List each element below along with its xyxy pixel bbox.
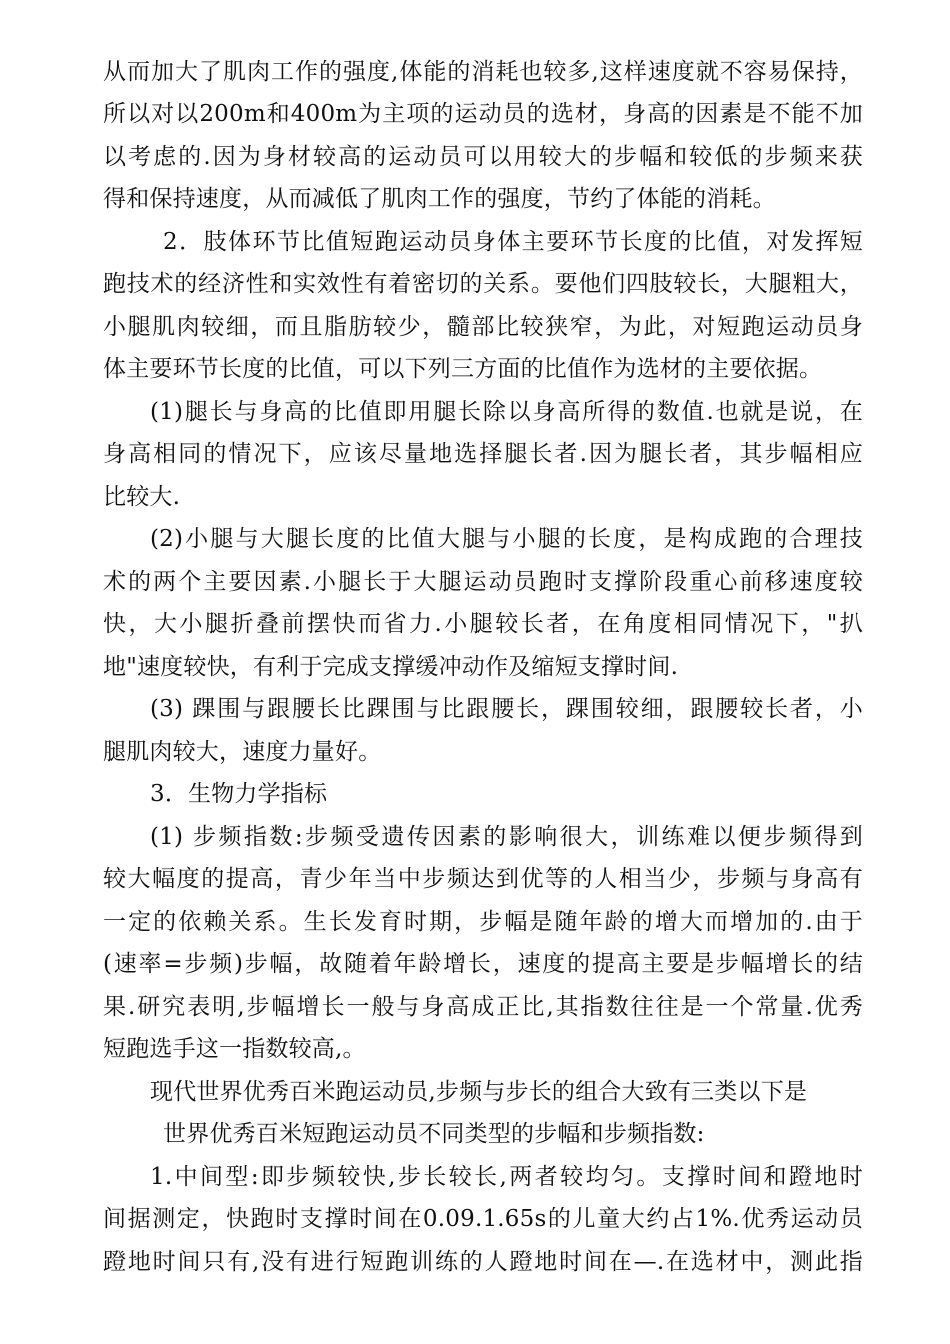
section-heading: 3．生物力学指标 bbox=[150, 781, 328, 807]
text-line: (2)小腿与大腿长度的比值大腿与小腿的长度，是构成跑的合理技 bbox=[150, 526, 863, 552]
text-line: 体主要环节长度的比值，可以下列三方面的比值作为选材的主要依据。 bbox=[103, 356, 823, 382]
text-line: 从而加大了肌肉工作的强度,体能的消耗也较多,这样速度就不容易保持， bbox=[103, 59, 863, 85]
text-line: 快，大小腿折叠前摆快而省力.小腿较长者，在角度相同情况下，"扒 bbox=[103, 611, 863, 637]
text-line: 2．肢体环节比值短跑运动员身体主要环节长度的比值，对发挥短 bbox=[163, 229, 863, 255]
text-line: 地"速度较快，有利于完成支撑缓冲动作及缩短支撑时间. bbox=[103, 654, 679, 680]
text-line: 腿肌肉较大，速度力量好。 bbox=[103, 739, 382, 765]
text-line: 得和保持速度，从而减低了肌肉工作的强度，节约了体能的消耗。 bbox=[103, 186, 776, 212]
text-line: 身高相同的情况下，应该尽量地选择腿长者.因为腿长者，其步幅相应 bbox=[103, 441, 863, 467]
text-line: 跑技术的经济性和实效性有着密切的关系。要他们四肢较长，大腿粗大， bbox=[103, 271, 863, 297]
text-line: 1.中间型:即步频较快,步长较长,两者较均匀。支撑时间和蹬地时 bbox=[150, 1164, 863, 1190]
text-line: 蹬地时间只有,没有进行短跑训练的人蹬地时间在—.在选材中，测此指 bbox=[103, 1249, 863, 1275]
text-line: (速率=步频)步幅，故随着年龄增长，速度的提高主要是步幅增长的结 bbox=[103, 951, 863, 977]
text-line: (3) 踝围与跟腰长比踝围与比跟腰长，踝围较细，跟腰较长者，小 bbox=[150, 696, 863, 722]
text-line: 所以对以200m和400m为主项的运动员的选材，身高的因素是不能不加 bbox=[103, 101, 863, 127]
text-line: 小腿肌肉较细，而且脂肪较少，髓部比较狭窄，为此，对短跑运动员身 bbox=[103, 314, 863, 340]
text-line: 现代世界优秀百米跑运动员,步频与步长的组合大致有三类以下是 bbox=[150, 1079, 808, 1105]
text-line: 果.研究表明,步幅增长一般与身高成正比,其指数往往是一个常量.优秀 bbox=[103, 994, 863, 1020]
text-line: 以考虑的.因为身材较高的运动员可以用较大的步幅和较低的步频来获 bbox=[103, 144, 863, 170]
text-line: 短跑选手这一指数较高,。 bbox=[103, 1036, 366, 1062]
text-line: (1) 步频指数:步频受遗传因素的影响很大，训练难以便步频得到 bbox=[150, 824, 863, 850]
text-line: 间据测定，快跑时支撑时间在0.09.1.65s的儿童大约占1%.优秀运动员 bbox=[103, 1206, 863, 1232]
text-line: 较大幅度的提高，青少年当中步频达到优等的人相当少，步频与身高有 bbox=[103, 866, 863, 892]
text-line: 世界优秀百米短跑运动员不同类型的步幅和步频指数: bbox=[163, 1121, 705, 1147]
text-line: 术的两个主要因素.小腿长于大腿运动员跑时支撑阶段重心前移速度较 bbox=[103, 569, 863, 595]
text-line: 比较大. bbox=[103, 484, 181, 510]
text-line: 一定的依赖关系。生长发育时期，步幅是随年龄的增大而增加的.由于 bbox=[103, 909, 863, 935]
text-line: (1)腿长与身高的比值即用腿长除以身高所得的数值.也就是说，在 bbox=[150, 399, 863, 425]
